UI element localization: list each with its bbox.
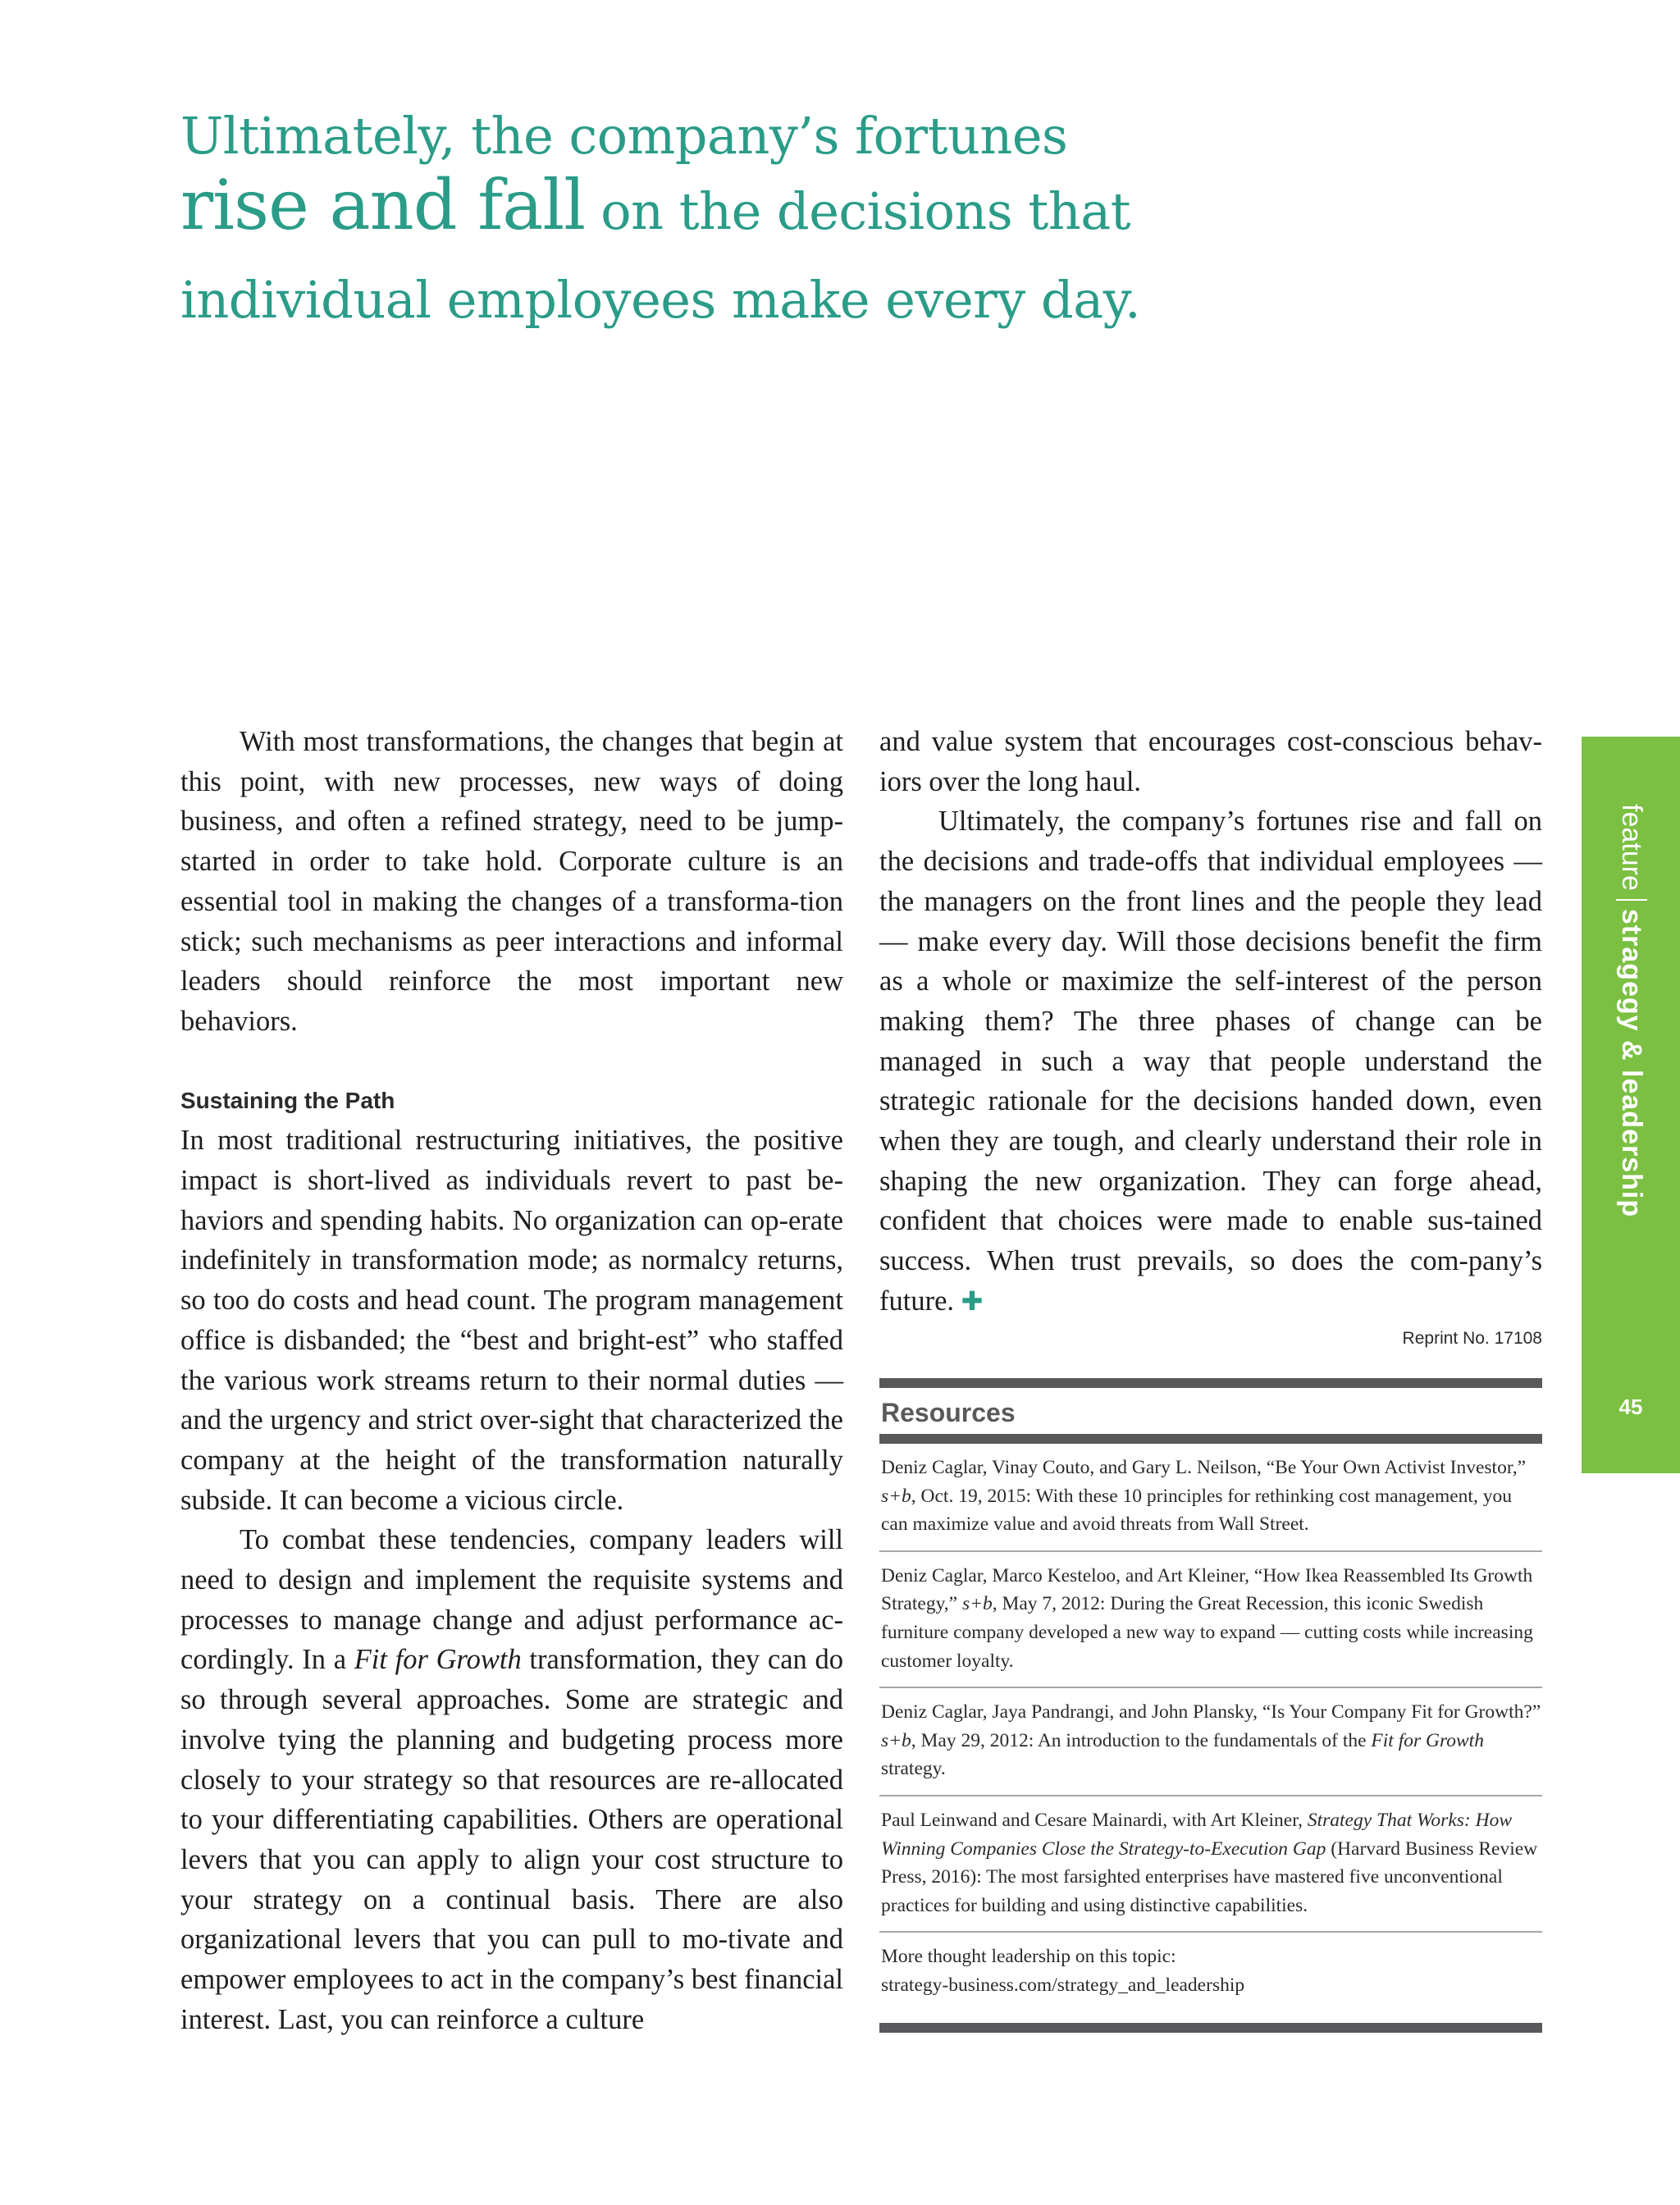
- resource-item: [879, 1444, 1542, 1552]
- divider: [879, 2023, 1542, 2033]
- section-name: feature: [1616, 804, 1647, 891]
- resources-box: [879, 1378, 1542, 2033]
- right-column: [879, 722, 1542, 1351]
- text-run: , Oct. 19, 2015: With these 10 principles for rethinking cost management, you can maximize value and avoid threats from Wall Street.: [881, 1485, 1512, 1536]
- pull-quote: [180, 105, 1411, 338]
- divider: [879, 1378, 1542, 1388]
- text-run: , May 29, 2012: An introduction to the fundamentals of the: [911, 1729, 1372, 1751]
- section-tab-label: [1615, 804, 1648, 1217]
- pull-quote-line-2-rest: on the decisions that: [585, 181, 1131, 241]
- italic-term: s+b: [961, 1593, 993, 1615]
- italic-term: Fit for Growth: [1371, 1729, 1484, 1751]
- divider: [879, 1434, 1542, 1444]
- pull-quote-line-1: Ultimately, the company’s fortunes: [180, 106, 1068, 166]
- text-run: (Harvard Business Review Press, 2016): The most farsighted enterprises have mastered five unconventional practices for building and using distinctive capabilities.: [881, 1838, 1538, 1916]
- pull-quote-line-2: [180, 167, 1411, 262]
- body-paragraph: and value system that encourages cost-conscious behav-iors over the long haul.: [879, 726, 1542, 797]
- body-paragraph: With most transformations, the changes that begin at this point, with new processes, new ways of doing business, and often a refined strategy, need to be jump-started in order to take hold. Corporate culture is an essential tool in making the changes of a transforma-tion stick; such mechanisms as peer interactions and informal leaders should reinforce the most important new behaviors.: [180, 726, 843, 1037]
- resource-item: [879, 1796, 1542, 1933]
- separator: [1616, 899, 1647, 901]
- body-paragraph: [180, 1520, 843, 2039]
- text-run: To combat these tendencies, company leaders will need to design and implement the requisite systems and processes to manage change and adjust performance ac-cordingly. In a: [180, 1524, 843, 1676]
- text-run: strategy.: [881, 1758, 946, 1780]
- more-leadership: [879, 1933, 1542, 2011]
- page-number: 45: [1618, 1395, 1643, 1419]
- more-leadership-link[interactable]: strategy-business.com/strategy_and_leadership: [881, 1974, 1245, 1996]
- resource-item: [879, 1552, 1542, 1688]
- end-mark-icon: ✚: [961, 1285, 984, 1317]
- text-run: transformation, they can do so through several approaches. Some are strategic and involve tying the planning and budgeting process more closely to your strategy so that resources are re-allocated to your differentiating capabilities. Others are operational levers that you can apply to align your cost structure to your strategy on a continual basis. There are also organizational levers that you can pull to mo-tivate and empower employees to act in the company’s best financial interest. Last, you can reinforce a culture: [180, 1644, 843, 2035]
- resources-title: Resources: [881, 1398, 1016, 1427]
- body-paragraph: [879, 801, 1542, 1321]
- text-run: Paul Leinwand and Cesare Mainardi, with Art Kleiner,: [881, 1809, 1308, 1831]
- text-run: Deniz Caglar, Marco Kesteloo, and Art Kleiner, “How Ikea Reassembled Its Growth Strategy,”: [881, 1564, 1533, 1615]
- italic-term: s+b: [881, 1485, 911, 1507]
- pull-quote-emphasis: rise and fall: [180, 165, 586, 245]
- reprint-number: Reprint No. 17108: [1402, 1328, 1542, 1348]
- resource-item: [879, 1688, 1542, 1796]
- italic-term: Strategy That Works: How Winning Companies Close the Strategy-to-Execution Gap: [881, 1809, 1512, 1860]
- italic-term: s+b: [881, 1729, 911, 1751]
- text-run: , May 7, 2012: During the Great Recession, this iconic Swedish furniture company developed a new way to expand — cutting costs while increasing customer loyalty.: [881, 1593, 1533, 1672]
- text-run: Deniz Caglar, Jaya Pandrangi, and John Plansky, “Is Your Company Fit for Growth?”: [881, 1701, 1541, 1723]
- pull-quote-line-3: individual employees make every day.: [180, 270, 1141, 330]
- section-heading: Sustaining the Path: [180, 1087, 395, 1113]
- italic-term: Fit for Growth: [354, 1644, 522, 1676]
- more-leadership-label: More thought leadership on this topic:: [881, 1946, 1176, 1968]
- text-run: Ultimately, the company’s fortunes rise and fall on the decisions and trade-offs that individual employees — the managers on the front lines and the people they lead — make every day. Will those decisions benefit the firm as a whole or maximize the self-interest of the person making them? The three phases of change can be managed in such a way that people understand the strategic rationale for the decisions handed down, even when they are tough, and clearly understand their role in shaping the new organization. They can forge ahead, confident that choices were made to enable sus-tained success. When trust prevails, so does the com-pany’s future.: [879, 806, 1542, 1317]
- text-run: Deniz Caglar, Vinay Couto, and Gary L. Neilson, “Be Your Own Activist Investor,”: [881, 1457, 1527, 1478]
- left-column: [180, 722, 843, 2040]
- body-paragraph: In most traditional restructuring initiatives, the positive impact is short-lived as individuals revert to past be-haviors and spending habits. No organization can op-erate indefinitely in transformation mode; as normalcy returns, so too do costs and head count. The program management office is disbanded; the “best and bright-est” who staffed the various work streams return to their normal duties — and the urgency and strict over-sight that characterized the company at the height of the transformation naturally subside. It can become a vicious circle.: [180, 1125, 843, 1516]
- topic-name: stragegy & leadership: [1616, 908, 1647, 1218]
